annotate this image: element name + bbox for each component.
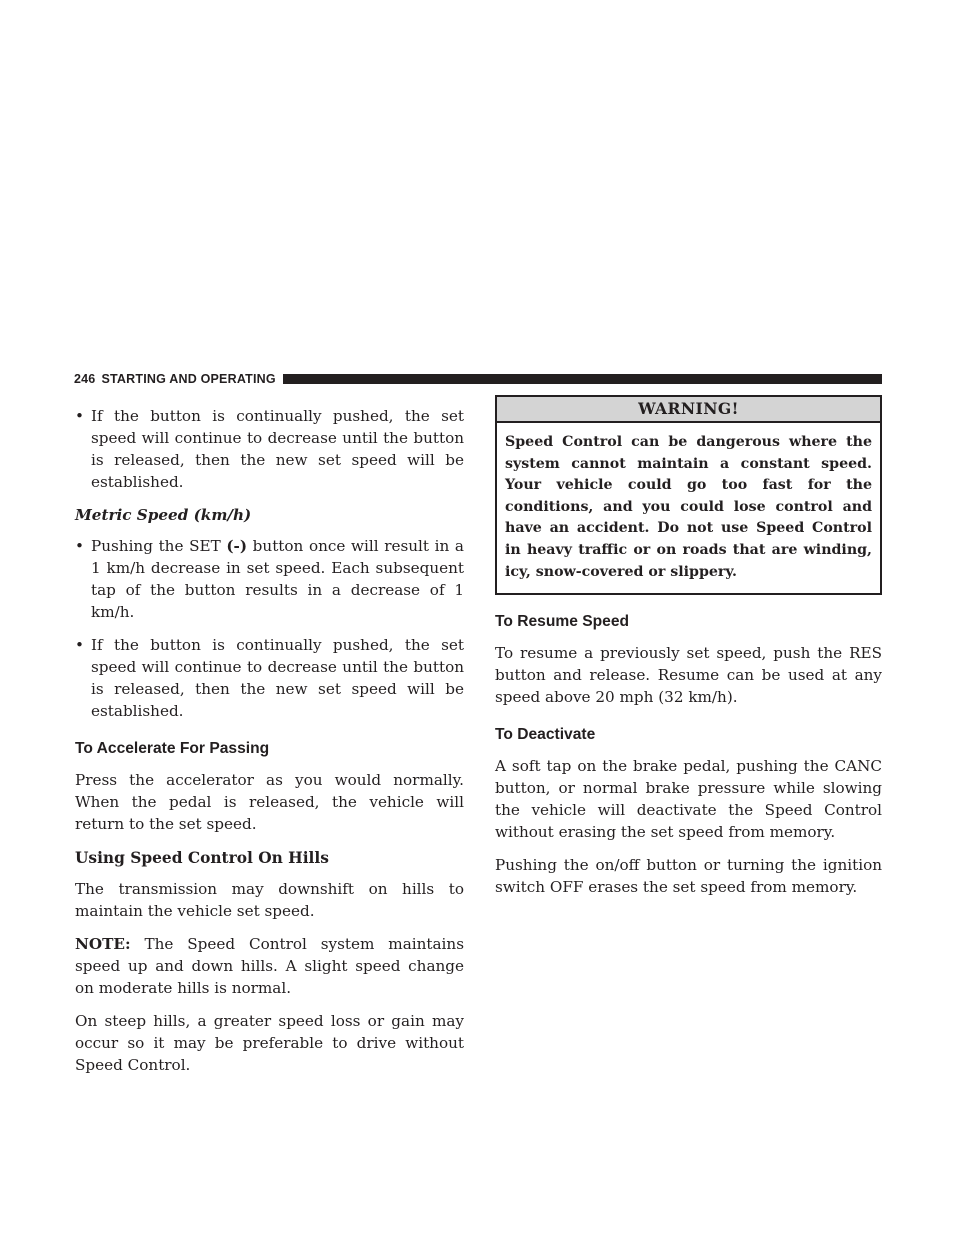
note-label: NOTE: — [75, 935, 131, 953]
hills-paragraph: The transmission may downshift on hills to maintain the vehicle set speed. — [75, 880, 464, 920]
section-title: STARTING AND OPERATING — [101, 372, 276, 386]
warning-title: WARNING! — [497, 397, 880, 423]
warning-box — [495, 395, 882, 595]
note-text: The Speed Control system maintains speed up and down hills. A slight speed change on moderate hills is normal. — [75, 935, 464, 997]
bullet-text: If the button is continually pushed, the set speed will continue to decrease until the button is released, then the new set speed will be established. — [91, 636, 464, 720]
bullet-icon: • — [75, 636, 84, 654]
bullet-text-post: button once will result in a 1 km/h decrease in set speed. Each subsequent tap of the button results in a decrease of 1 km/h. — [91, 537, 464, 621]
resume-paragraph: To resume a previously set speed, push the RES button and release. Resume can be used at any speed above 20 mph (32 km/h). — [495, 644, 882, 707]
accelerate-paragraph: Press the accelerator as you would normally. When the pedal is released, the vehicle will return to the set speed. — [75, 771, 464, 833]
list-item — [75, 535, 464, 623]
bullet-text: If the button is continually pushed, the set speed will continue to decrease until the button is released, then the new set speed will be established. — [91, 407, 464, 491]
deactivate-paragraph-1: A soft tap on the brake pedal, pushing the CANC button, or normal brake pressure while slowing the vehicle will deactivate the Speed Control without erasing the set speed from memory. — [495, 757, 882, 842]
bullet-icon: • — [75, 537, 84, 555]
metric-speed-heading: Metric Speed (km/h) — [75, 506, 252, 524]
warning-text: Speed Control can be dangerous where the system cannot maintain a constant speed. Your vehicle could go too fast for the conditions, and you could lose control and have an accident. Do not use Speed Control in heavy traffic or on roads that are winding, icy, snow-covered or slippery. — [505, 434, 872, 580]
deactivate-paragraph-2: Pushing the on/off button or turning the ignition switch OFF erases the set speed from memory. — [495, 856, 882, 897]
page-number: 246 — [74, 372, 96, 386]
bullet-text-pre: Pushing the SET — [91, 537, 227, 555]
steep-hills-paragraph: On steep hills, a greater speed loss or gain may occur so it may be preferable to drive without Speed Control. — [75, 1012, 464, 1074]
page-header — [74, 370, 882, 388]
list-item — [75, 405, 464, 493]
resume-heading: To Resume Speed — [495, 613, 630, 631]
note-paragraph — [75, 933, 464, 999]
deactivate-heading: To Deactivate — [495, 726, 596, 744]
left-column — [75, 405, 464, 1087]
bullet-icon: • — [75, 407, 84, 425]
hills-heading: Using Speed Control On Hills — [75, 849, 329, 867]
header-rule — [283, 374, 882, 384]
right-column — [495, 399, 882, 909]
accelerate-heading: To Accelerate For Passing — [75, 740, 270, 757]
bullet-text-bold: (-) — [226, 537, 248, 555]
list-item — [75, 634, 464, 722]
